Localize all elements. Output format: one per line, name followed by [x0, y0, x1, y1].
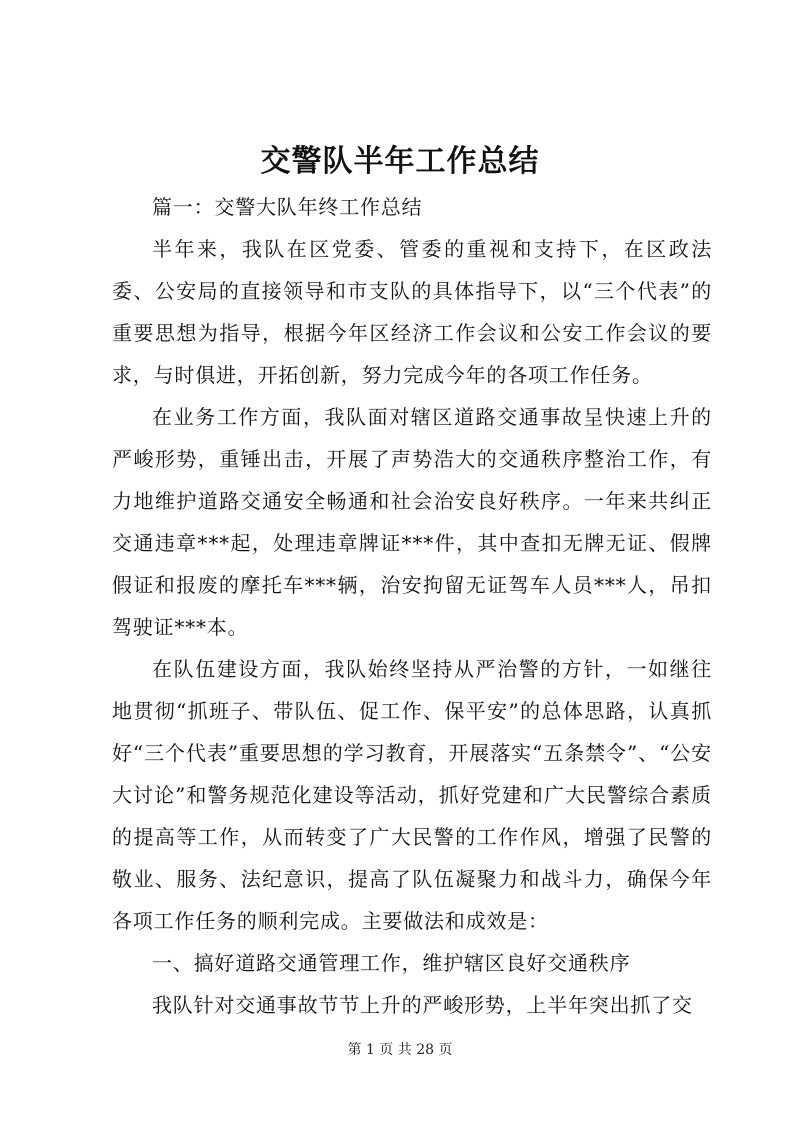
document-title: 交警队半年工作总结	[260, 144, 540, 179]
subsection-heading: 一、搞好道路交通管理工作，维护辖区良好交通秩序	[152, 951, 631, 975]
page-number-footer: 第 1 页 共 28 页	[347, 1042, 453, 1058]
section-heading: 篇一：交警大队年终工作总结	[152, 195, 423, 219]
paragraph-traffic: 我队针对交通事故节节上升的严峻形势，上半年突出抓了交	[152, 993, 693, 1017]
paragraph-business-work: 在业务工作方面，我队面对辖区道路交通事故呈快速上升的严峻形势，重锤出击，开展了声势浩大的交通秩序整治工作，有力地维护道路交通安全畅通和社会治安良好秩序。一年来共纠正交通违章***起，处理违章牌证***件，其中查扣无牌无证、假牌假证和报废的摩托车***辆，治安拘留无证驾车人员***人，吊扣驾驶证***本。	[112, 405, 712, 639]
document-body	[112, 186, 712, 1026]
paragraph-intro: 半年来，我队在区党委、管委的重视和支持下，在区政法委、公安局的直接领导和市支队的具体指导下，以“三个代表”的重要思想为指导，根据今年区经济工作会议和公安工作会议的要求，与时俱进，开拓创新，努力完成今年的各项工作任务。	[112, 237, 712, 387]
paragraph-team-building: 在队伍建设方面，我队始终坚持从严治警的方针，一如继往地贯彻“抓班子、带队伍、促工作、保平安”的总体思路，认真抓好“三个代表”重要思想的学习教育，开展落实“五条禁令”、“公安大讨论”和警务规范化建设等活动，抓好党建和广大民警综合素质的提高等工作，从而转变了广大民警的工作作风，增强了民警的敬业、服务、法纪意识，提高了队伍凝聚力和战斗力，确保今年各项工作任务的顺利完成。主要做法和成效是：	[112, 657, 712, 933]
